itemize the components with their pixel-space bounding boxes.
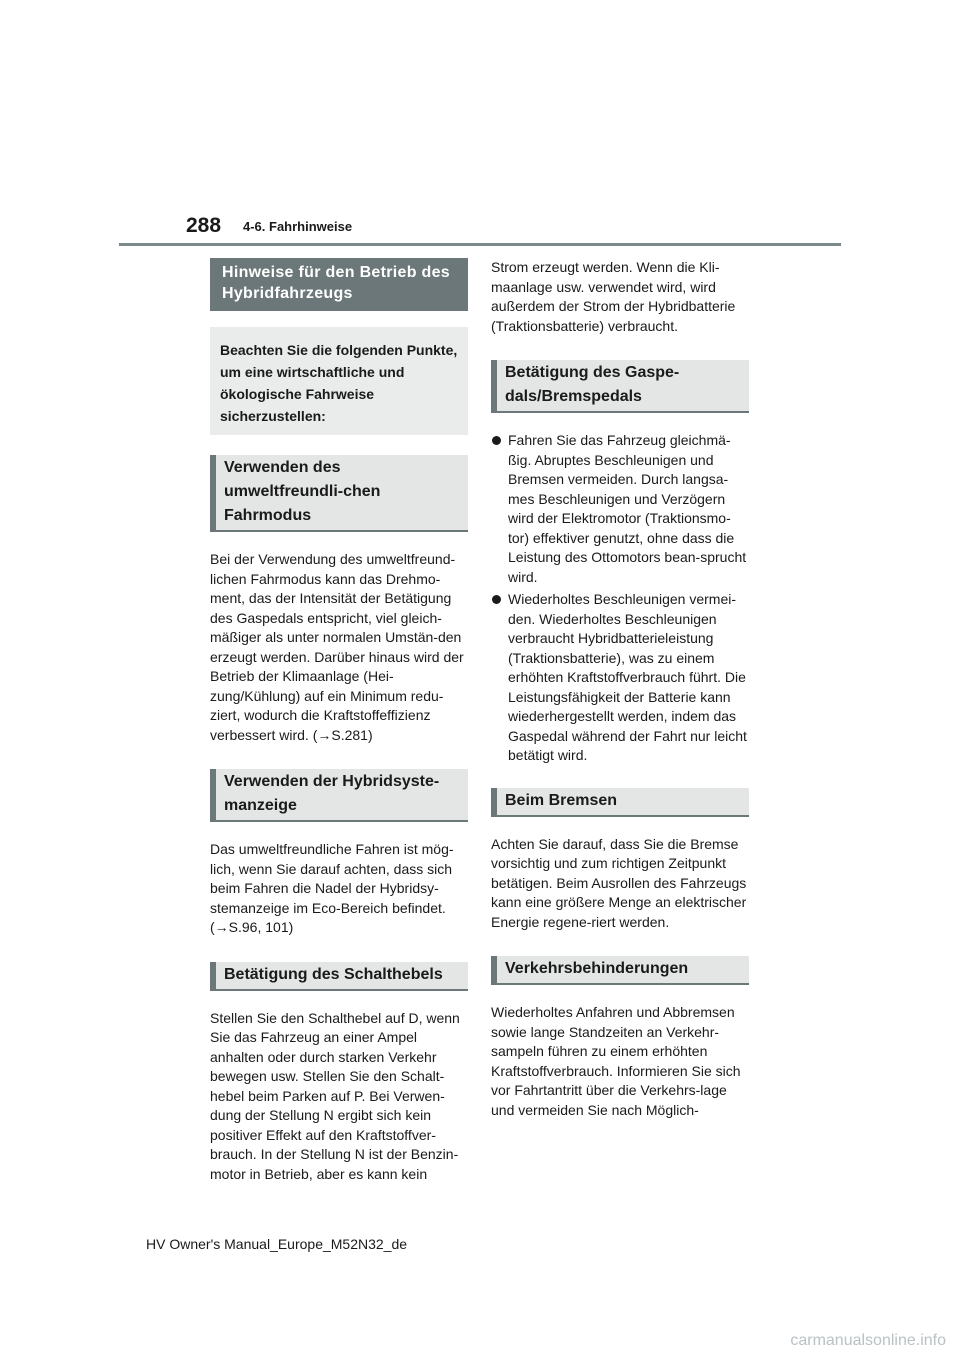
pedal-bullet-list <box>491 431 749 766</box>
section-text-traffic: Wiederholtes Anfahren und Abbremsen sowie lange Standzeiten an Verkehr-sampeln führen zu einem erhöhten Kraftstoffverbrauch. Informieren Sie sich vor Fahrtantritt über die Verkehrs-lage und vermeiden Sie nach Möglich- <box>491 1004 741 1118</box>
right-column <box>491 258 749 1144</box>
header-rule <box>119 243 841 246</box>
continuation-text: Strom erzeugt werden. Wenn die Kli-maanlage usw. verwendet wird, wird außerdem der Strom der Hybridbatterie (Traktionsbatterie) verbraucht. <box>491 259 736 334</box>
watermark: carmanualsonline.info <box>790 1332 946 1349</box>
section-text-hybrid-indicator: Das umweltfreundliche Fahren ist mög-lich, wenn Sie darauf achten, dass sich beim Fahren die Nadel der Hybridsy-stemanzeige im Eco-Bereich befindet. (→S.96, 101) <box>210 841 454 935</box>
main-title: Hinweise für den Betrieb des Hybridfahrzeugs <box>210 258 468 311</box>
section-text-shift-lever: Stellen Sie den Schalthebel auf D, wenn Sie das Fahrzeug an einer Ampel anhalten oder durch starken Verkehr bewegen usw. Stellen Sie den Schalt-hebel beim Parken auf P. Bei Verwen-dung der Stellung N ergibt sich kein positiver Effekt auf den Kraftstoffver-brauch. In der Stellung N ist der Benzin-motor in Betrieb, aber es kann kein <box>210 1009 460 1182</box>
section-text-eco-mode: Bei der Verwendung des umweltfreund-lichen Fahrmodus kann das Drehmo-ment, das der Intensität der Betätigung des Gaspedals entspricht, viel gleich-mäßiger als unter normalen Umstän-den erzeugt werden. Darüber hinaus wird der Betrieb der Klimaanlage (Hei-zung/Kühlung) auf ein Minimum redu-ziert, wodurch die Kraftstoffeffizienz verbessert wird. (→S.281) <box>210 551 464 743</box>
page-number: 288 <box>186 214 222 237</box>
list-item <box>491 590 749 766</box>
bullet-text: Wiederholtes Beschleunigen vermei-den. Wiederholtes Beschleunigen verbraucht Hybridbatterieleistung (Traktionsbatterie), was zu einem erhöhten Kraftstoffverbrauch führt. Die Leistungsfähigkeit der Batterie kann wiederhergestellt werden, indem das Gaspedal während der Fahrt nur leicht betätigt wird. <box>508 591 747 763</box>
left-column <box>210 258 468 1208</box>
list-item <box>491 431 749 587</box>
section-heading-shift-lever: Betätigung des Schalthebels <box>210 962 468 991</box>
footer-manual-id: HV Owner's Manual_Europe_M52N32_de <box>146 1236 408 1252</box>
section-label: 4-6. Fahrhinweise <box>243 219 353 234</box>
section-heading-traffic: Verkehrsbehinderungen <box>491 956 749 985</box>
section-text-braking: Achten Sie darauf, dass Sie die Bremse vorsichtig und zum richtigen Zeitpunkt betätigen. Beim Ausrollen des Fahrzeugs kann eine größere Menge an elektrischer Energie regene-riert werden. <box>491 835 747 930</box>
section-heading-hybrid-indicator: Verwenden der Hybridsyste-manzeige <box>210 769 468 822</box>
bullet-icon <box>492 595 501 604</box>
intro-box: Beachten Sie die folgenden Punkte, um eine wirtschaftliche und ökologische Fahrweise sicherzustellen: <box>210 327 468 435</box>
bullet-text: Fahren Sie das Fahrzeug gleichmä-ßig. Abruptes Beschleunigen und Bremsen vermeiden. Durch langsa-mes Beschleunigen und Verzögern wird der Elektromotor (Traktionsmo-tor) effektiver genutzt, ohne dass die Leistung des Ottomotors bean-sprucht wird. <box>508 432 747 585</box>
bullet-icon <box>492 436 501 445</box>
section-heading-pedals: Betätigung des Gaspe-dals/Bremspedals <box>491 360 749 413</box>
section-heading-braking: Beim Bremsen <box>491 788 749 817</box>
section-heading-eco-mode: Verwenden des umweltfreundli-chen Fahrmodus <box>210 455 468 532</box>
